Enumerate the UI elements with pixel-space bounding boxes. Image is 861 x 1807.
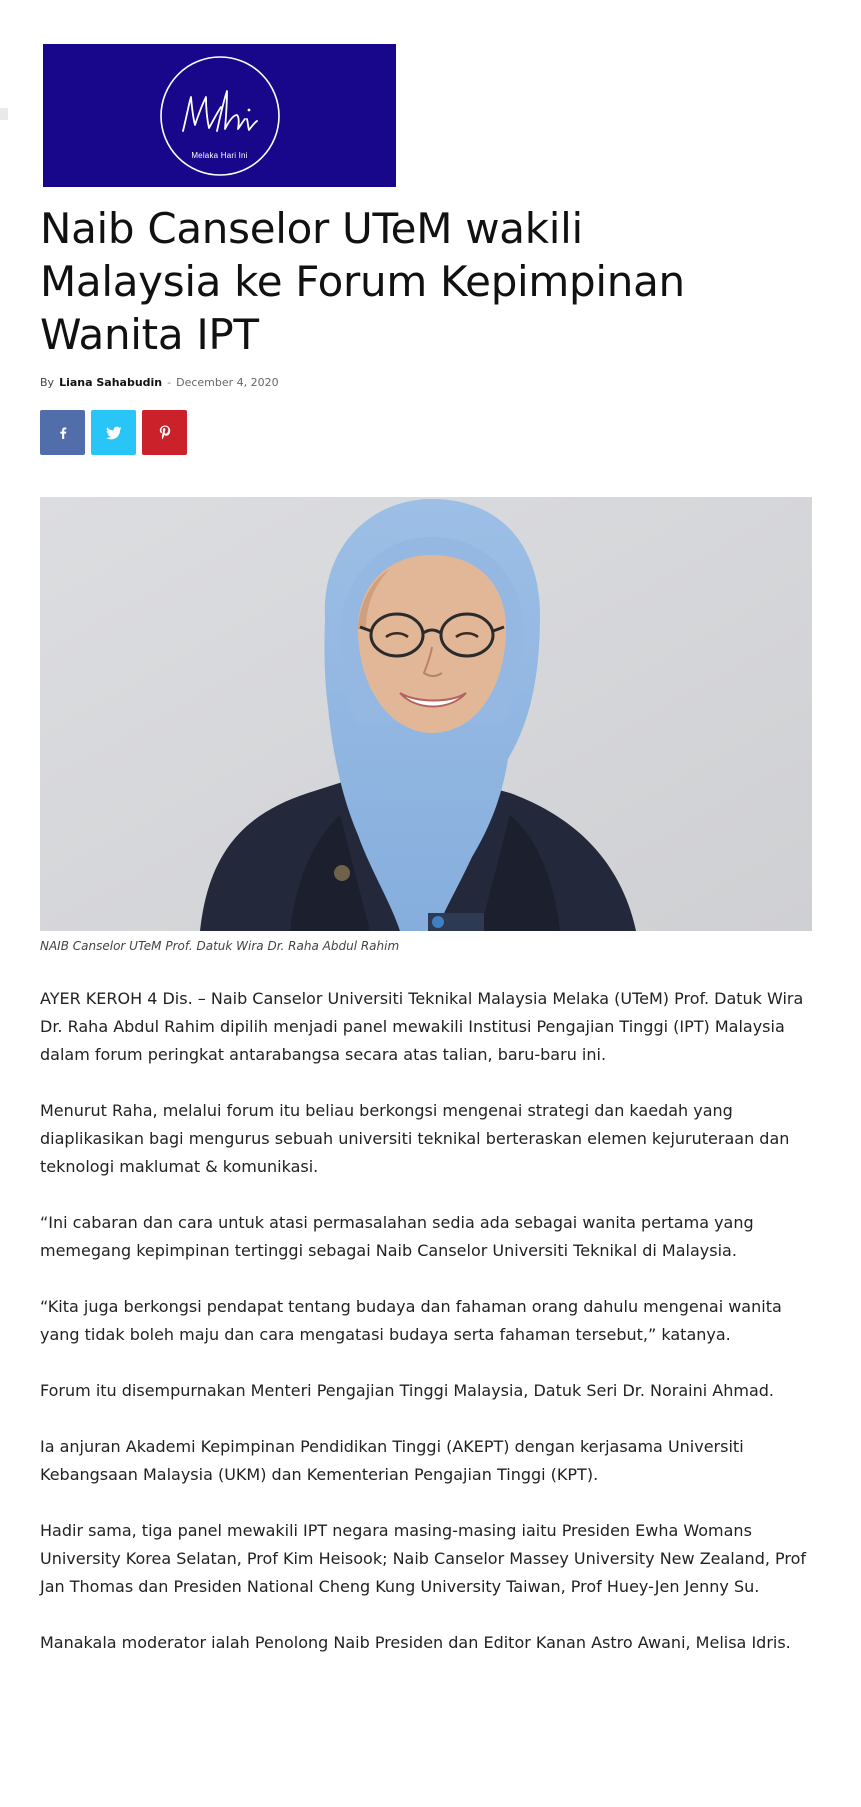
share-bar [40, 410, 187, 455]
article-body [40, 985, 822, 1685]
article-paragraph: Hadir sama, tiga panel mewakili IPT negara masing-masing iaitu Presiden Ewha Womans University Korea Selatan, Prof Kim Heisook; Naib Canselor Massey University New Zealand, Prof Jan Thomas dan Presiden National Cheng Kung University Taiwan, Prof Huey-Jen Jenny Su. [40, 1521, 807, 1596]
article-paragraph: Manakala moderator ialah Penolong Naib Presiden dan Editor Kanan Astro Awani, Melisa Idris. [40, 1633, 791, 1652]
share-pinterest-button[interactable] [142, 410, 187, 455]
twitter-icon [106, 426, 122, 440]
author-link[interactable]: Liana Sahabudin [59, 375, 163, 389]
article-paragraph: AYER KEROH 4 Dis. – Naib Canselor Universiti Teknikal Malaysia Melaka (UTeM) Prof. Datuk Wira Dr. Raha Abdul Rahim dipilih menjadi panel mewakili Institusi Pengajian Tinggi (IPT) Malaysia dalam forum peringkat antarabangsa secara atas talian, baru-baru ini. [40, 989, 804, 1064]
facebook-icon [56, 426, 70, 440]
article-paragraph: Ia anjuran Akademi Kepimpinan Pendidikan Tinggi (AKEPT) dengan kerjasama Universiti Kebangsaan Malaysia (UKM) dan Kementerian Pengajian Tinggi (KPT). [40, 1437, 744, 1484]
byline-prefix: By [40, 375, 55, 389]
article-meta [40, 374, 279, 390]
share-facebook-button[interactable] [40, 410, 85, 455]
logo-emblem [159, 55, 281, 177]
article-title: Naib Canselor UTeM wakili Malaysia ke Forum Kepimpinan Wanita IPT [40, 204, 685, 359]
pinterest-icon [159, 425, 171, 440]
article-paragraph: “Kita juga berkongsi pendapat tentang budaya dan fahaman orang dahulu mengenai wanita yang tidak boleh maju dan cara mengatasi budaya serta fahaman tersebut,” katanya. [40, 1297, 782, 1344]
featured-photo [40, 497, 812, 931]
portrait-illustration [40, 497, 812, 931]
article-paragraph: “Ini cabaran dan cara untuk atasi permasalahan sedia ada sebagai wanita pertama yang memegang kepimpinan tertinggi sebagai Naib Canselor Universiti Teknikal di Malaysia. [40, 1213, 754, 1260]
publish-date: December 4, 2020 [176, 375, 279, 389]
article-paragraph: Forum itu disempurnakan Menteri Pengajian Tinggi Malaysia, Datuk Seri Dr. Noraini Ahmad. [40, 1381, 775, 1400]
edge-divider [0, 108, 8, 120]
article-paragraph: Menurut Raha, melalui forum itu beliau berkongsi mengenai strategi dan kaedah yang diaplikasikan bagi mengurus sebuah universiti teknikal berteraskan elemen kejuruteraan dan teknologi maklumat & komunikasi. [40, 1101, 790, 1176]
photo-caption: NAIB Canselor UTeM Prof. Datuk Wira Dr. Raha Abdul Rahim [40, 939, 400, 953]
site-logo[interactable] [43, 44, 396, 187]
meta-separator: - [167, 375, 172, 389]
share-twitter-button[interactable] [91, 410, 136, 455]
logo-tagline: Melaka Hari Ini [191, 150, 248, 160]
